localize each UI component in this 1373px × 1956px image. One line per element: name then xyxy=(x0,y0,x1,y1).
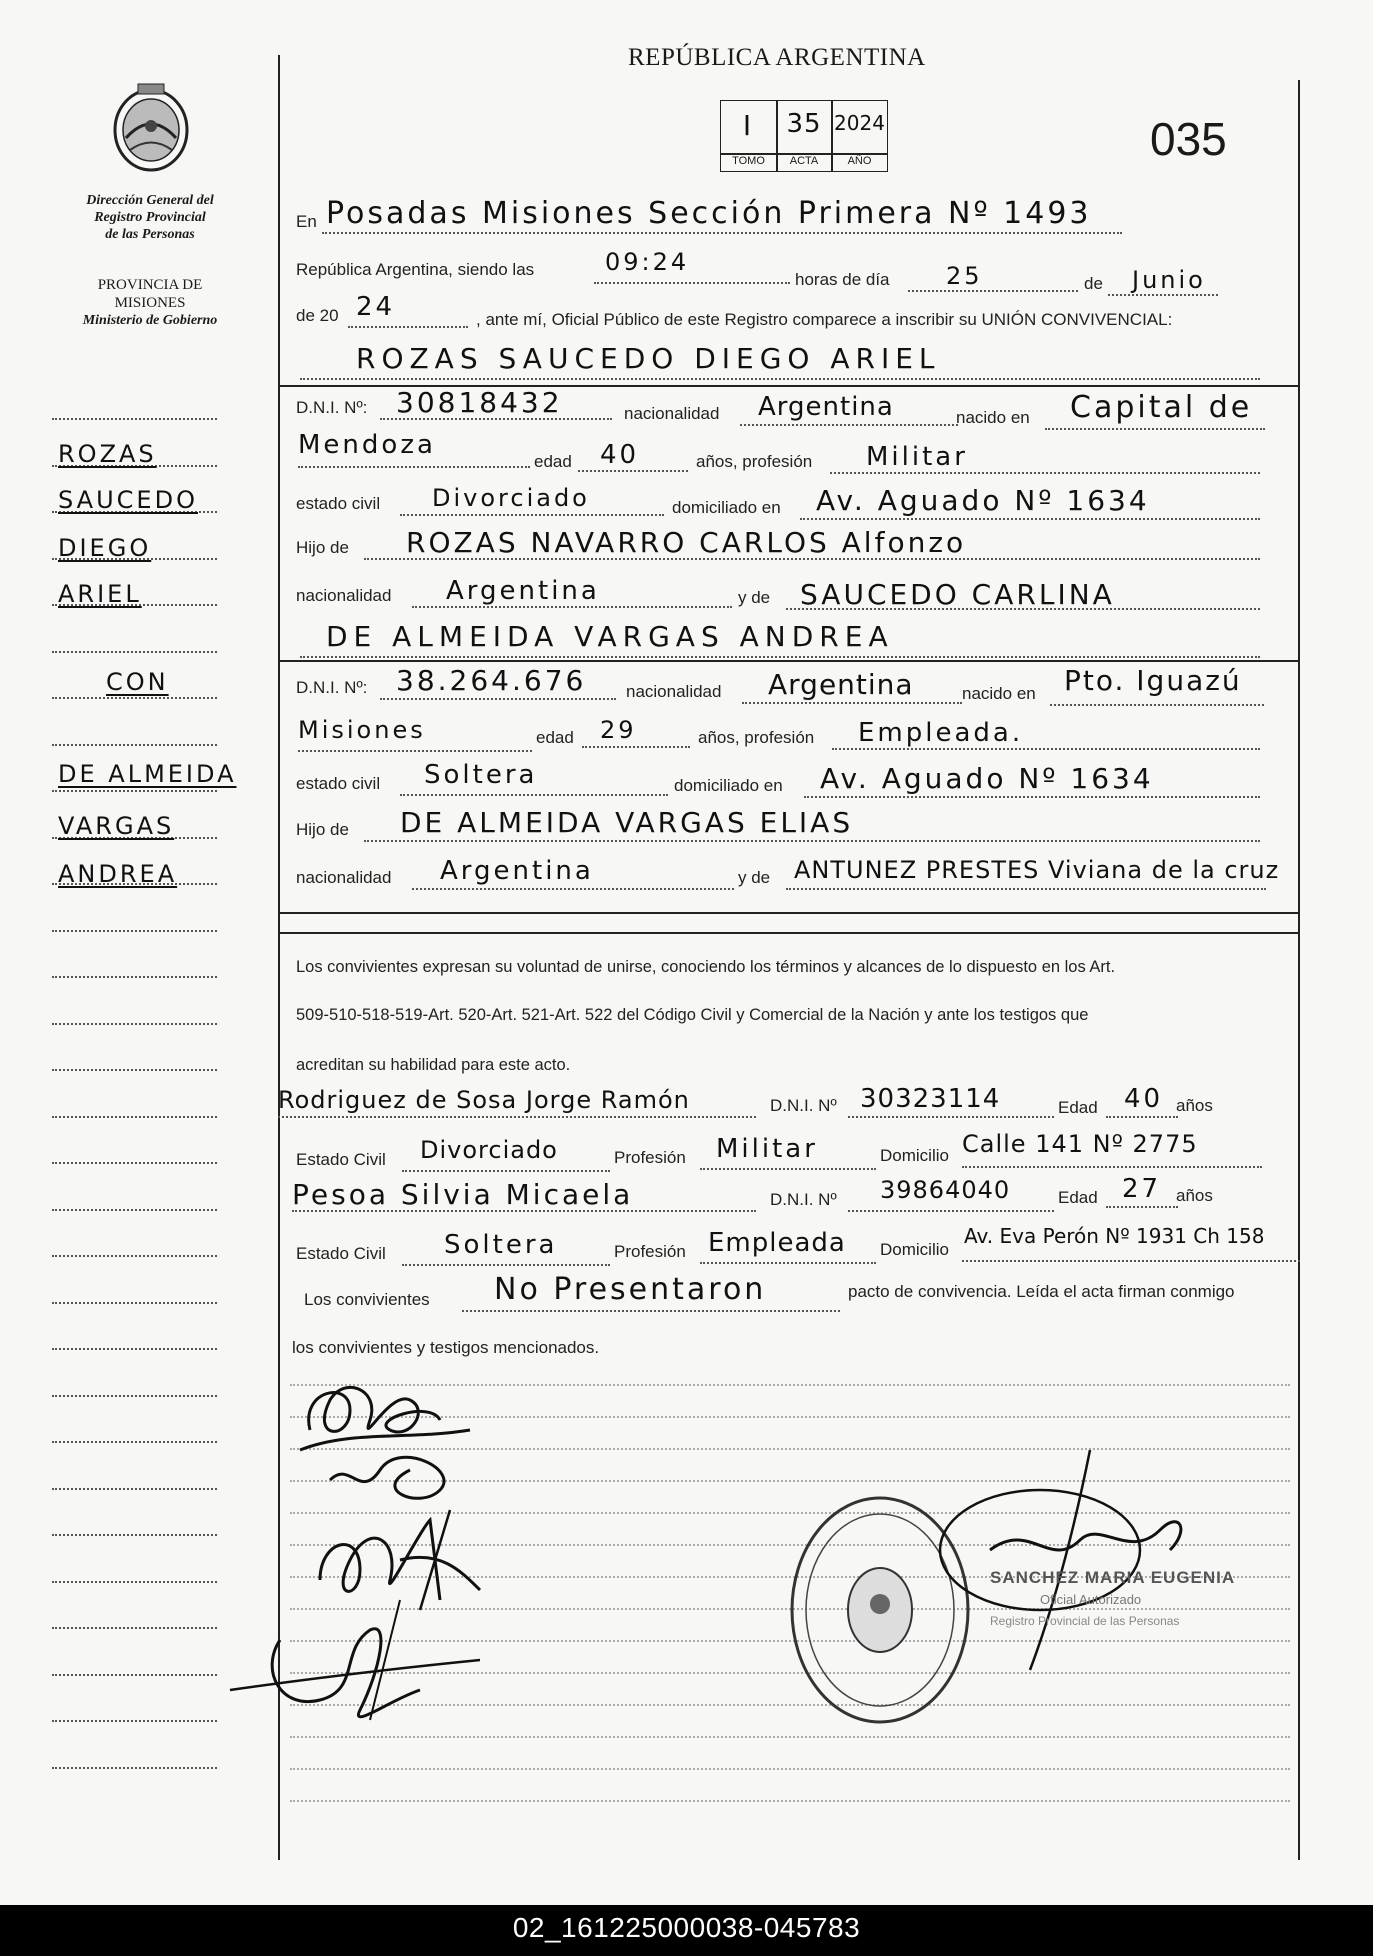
w2-profession-label: Profesión xyxy=(614,1242,686,1261)
time: 09:24 xyxy=(605,248,690,276)
sidebar-dotted-line xyxy=(52,1767,217,1769)
p2-profession-label: años, profesión xyxy=(698,728,815,747)
p2-parents-nat: Argentina xyxy=(440,856,594,886)
w2-age: 27 xyxy=(1122,1174,1162,1204)
p1-son-of-label: Hijo de xyxy=(296,538,349,557)
hours-label: horas de día xyxy=(795,270,890,289)
right-border xyxy=(1298,80,1300,1860)
register-box xyxy=(720,100,888,172)
year: 24 xyxy=(356,292,396,322)
sidebar-dotted-line xyxy=(52,1720,217,1722)
sidebar-dotted-line xyxy=(52,1302,217,1304)
office-line-2: Registro Provincial xyxy=(94,210,206,225)
margin-name-2: SAUCEDO xyxy=(58,486,198,514)
w2-civil: Soltera xyxy=(444,1230,558,1260)
margin-name-6: DE ALMEIDA xyxy=(58,760,237,788)
w1-profession-label: Profesión xyxy=(614,1148,686,1167)
sidebar-dotted-line xyxy=(52,418,217,420)
sidebar-dotted-line xyxy=(52,1441,217,1443)
signature-1 xyxy=(290,1370,490,1510)
sidebar-dotted-line xyxy=(52,1069,217,1071)
tomo-label: TOMO xyxy=(732,155,765,167)
p2-nationality: Argentina xyxy=(768,668,914,701)
p2-son-of-label: Hijo de xyxy=(296,820,349,839)
en-label: En xyxy=(296,212,317,231)
w2-profession: Empleada xyxy=(708,1228,846,1258)
tomo-value: I xyxy=(742,109,755,142)
closing-value: No Presentaron xyxy=(494,1272,767,1307)
p2-and-of-label: y de xyxy=(738,868,771,887)
w1-name: Rodriguez de Sosa Jorge Ramón xyxy=(278,1086,690,1114)
line3-text: , ante mí, Oficial Público de este Registro comparece a inscribir su UNIÓN CONVIVENCIAL: xyxy=(476,310,1173,329)
w1-civil: Divorciado xyxy=(420,1136,558,1164)
party2-header: DE ALMEIDA VARGAS ANDREA xyxy=(326,620,894,653)
day: 25 xyxy=(946,262,983,290)
sidebar-dotted-line xyxy=(52,1162,217,1164)
anio-value: 2024 xyxy=(834,111,885,135)
margin-name-1: ROZAS xyxy=(58,440,157,468)
sidebar-dotted-line xyxy=(52,1348,217,1350)
de-label: de xyxy=(1084,274,1103,293)
w1-domicile: Calle 141 Nº 2775 xyxy=(962,1130,1198,1158)
anio-label: AÑO xyxy=(847,155,872,167)
w2-dni: 39864040 xyxy=(880,1176,1011,1204)
w1-years-label: años xyxy=(1176,1096,1213,1115)
w1-dni-label: D.N.I. Nº xyxy=(770,1096,837,1115)
margin-name-7: VARGAS xyxy=(58,812,175,840)
signature-dotted-line xyxy=(290,1768,1290,1770)
p1-dni-label: D.N.I. Nº: xyxy=(296,398,368,417)
officer-role: Oficial Autorizado xyxy=(1040,1592,1142,1607)
p2-dni-label: D.N.I. Nº: xyxy=(296,678,368,697)
sidebar-dotted-line xyxy=(52,1674,217,1676)
sidebar-dotted-line xyxy=(52,790,217,792)
closing-prefix: Los convivientes xyxy=(304,1290,430,1309)
declaration-line-3: acreditan su habilidad para este acto. xyxy=(296,1056,571,1074)
w1-profession: Militar xyxy=(716,1134,818,1164)
margin-name-8: ANDREA xyxy=(58,860,178,888)
province-emblem xyxy=(108,80,194,176)
office-line-1: Dirección General del xyxy=(86,193,214,208)
office-block xyxy=(60,192,240,243)
p2-father: DE ALMEIDA VARGAS ELIAS xyxy=(400,806,854,839)
p1-and-of-label: y de xyxy=(738,588,771,607)
p1-domicile-label: domiciliado en xyxy=(672,498,781,517)
p1-born-place-1: Capital de xyxy=(1070,390,1253,425)
p2-born-place-2: Misiones xyxy=(298,716,426,744)
p2-nationality-label: nacionalidad xyxy=(626,682,722,701)
w2-civil-label: Estado Civil xyxy=(296,1244,386,1263)
w1-age: 40 xyxy=(1124,1084,1164,1114)
sidebar-dotted-line xyxy=(52,744,217,746)
w2-domicile: Av. Eva Perón Nº 1931 Ch 158 xyxy=(964,1224,1265,1248)
p1-father: ROZAS NAVARRO CARLOS Alfonzo xyxy=(406,526,967,559)
w2-dni-label: D.N.I. Nº xyxy=(770,1190,837,1209)
sidebar-dotted-line xyxy=(52,651,217,653)
w1-dni: 30323114 xyxy=(860,1084,1001,1114)
footer-code: 02_161225000038-045783 xyxy=(512,1912,861,1943)
p2-domicile: Av. Aguado Nº 1634 xyxy=(820,762,1154,795)
acta-value: 35 xyxy=(786,109,822,139)
w1-civil-label: Estado Civil xyxy=(296,1150,386,1169)
margin-name-4: ARIEL xyxy=(58,580,142,608)
party1-name: ROZAS SAUCEDO DIEGO ARIEL xyxy=(356,342,941,375)
sidebar-dotted-line xyxy=(52,1116,217,1118)
month: Junio xyxy=(1132,266,1206,294)
p1-civil: Divorciado xyxy=(432,484,590,512)
year-prefix: de 20 xyxy=(296,306,339,325)
w2-age-label: Edad xyxy=(1058,1188,1098,1207)
p1-domicile: Av. Aguado Nº 1634 xyxy=(816,484,1150,517)
p1-age-label: edad xyxy=(534,452,572,471)
p1-born-label: nacido en xyxy=(956,408,1030,427)
country-title: REPÚBLICA ARGENTINA xyxy=(628,44,926,71)
place: Posadas Misiones Sección Primera Nº 1493 xyxy=(326,196,1092,231)
p1-dni: 30818432 xyxy=(396,386,563,419)
w1-age-label: Edad xyxy=(1058,1098,1098,1117)
p1-mother: SAUCEDO CARLINA xyxy=(800,578,1115,611)
p2-mother: ANTUNEZ PRESTES Viviana de la cruz xyxy=(794,856,1280,884)
p2-civil: Soltera xyxy=(424,760,538,790)
p1-parents-nat-label: nacionalidad xyxy=(296,586,392,605)
ministry-label: Ministerio de Gobierno xyxy=(82,313,218,328)
p2-born-label: nacido en xyxy=(962,684,1036,703)
declaration-line-2: 509-510-518-519-Art. 520-Art. 521-Art. 522 del Código Civil y Comercial de la Nación y ante los testigos que xyxy=(296,1006,1089,1024)
sidebar-dotted-line xyxy=(52,1627,217,1629)
sidebar-dotted-line xyxy=(52,976,217,978)
p2-civil-label: estado civil xyxy=(296,774,381,793)
acta-label: ACTA xyxy=(789,155,819,167)
officer-office: Registro Provincial de las Personas xyxy=(990,1614,1180,1628)
p2-age: 29 xyxy=(600,716,637,744)
sidebar-dotted-line xyxy=(52,697,217,699)
province-line-1: PROVINCIA DE xyxy=(97,277,203,293)
sidebar-dotted-line xyxy=(52,1395,217,1397)
sidebar-dotted-line xyxy=(52,1023,217,1025)
closing-line-2: los convivientes y testigos mencionados. xyxy=(292,1338,600,1357)
sidebar-dotted-line xyxy=(52,1255,217,1257)
signature-dotted-line xyxy=(290,1800,1290,1802)
p2-profession: Empleada. xyxy=(858,718,1024,748)
sidebar-dotted-line xyxy=(52,930,217,932)
p2-born-place-1: Pto. Iguazú xyxy=(1064,664,1242,697)
w2-domicile-label: Domicilio xyxy=(880,1240,949,1259)
acta-number: 035 xyxy=(1150,113,1227,165)
office-line-3: de las Personas xyxy=(105,227,195,242)
p1-nationality: Argentina xyxy=(758,392,894,422)
w1-domicile-label: Domicilio xyxy=(880,1146,949,1165)
officer-signature xyxy=(930,1440,1230,1680)
declaration-line-1: Los convivientes expresan su voluntad de unirse, conociendo los términos y alcances de lo dispuesto en los Art. xyxy=(296,958,1116,976)
p2-parents-nat-label: nacionalidad xyxy=(296,868,392,887)
p2-age-label: edad xyxy=(536,728,574,747)
margin-name-5: CON xyxy=(106,668,169,696)
sidebar-dotted-line xyxy=(52,1488,217,1490)
p2-domicile-label: domiciliado en xyxy=(674,776,783,795)
province-block xyxy=(60,276,240,330)
sidebar-dotted-line xyxy=(52,1581,217,1583)
p1-parents-nat: Argentina xyxy=(446,576,600,606)
w2-name: Pesoa Silvia Micaela xyxy=(292,1178,634,1211)
closing-suffix: pacto de convivencia. Leída el acta firman conmigo xyxy=(848,1282,1235,1301)
province-line-2: MISIONES xyxy=(114,295,186,311)
p1-age: 40 xyxy=(600,440,640,470)
p1-nationality-label: nacionalidad xyxy=(624,404,720,423)
line2-prefix: República Argentina, siendo las xyxy=(296,260,535,279)
officer-name: SANCHEZ MARIA EUGENIA xyxy=(990,1568,1236,1587)
p1-civil-label: estado civil xyxy=(296,494,381,513)
sidebar-dotted-line xyxy=(52,1209,217,1211)
p1-profession: Militar xyxy=(866,442,968,472)
p2-dni: 38.264.676 xyxy=(396,664,587,697)
w2-years-label: años xyxy=(1176,1186,1213,1205)
p1-born-place-2: Mendoza xyxy=(298,430,436,460)
sidebar-dotted-line xyxy=(52,1534,217,1536)
signature-3 xyxy=(220,1590,500,1740)
p1-profession-label: años, profesión xyxy=(696,452,813,471)
margin-name-3: DIEGO xyxy=(58,534,152,562)
